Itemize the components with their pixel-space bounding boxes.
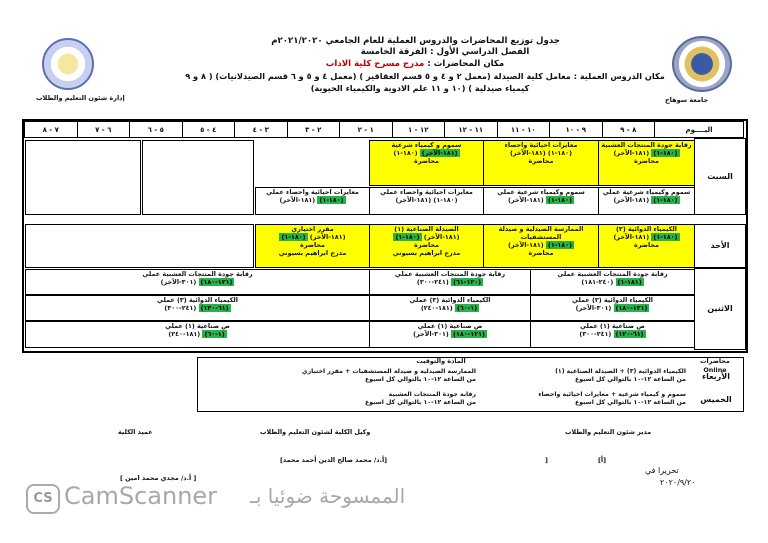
time-slot-header: [24, 121, 744, 138]
camscanner-brand: CamScanner: [64, 482, 218, 510]
date-label: تحريرا في: [645, 466, 679, 475]
mon-block-3: رقابة جودة المنتجات العشبية عملي (١٢١-١٨٠) (٣٠١-الآخر): [25, 269, 370, 295]
day-wednesday: الأربعاء: [702, 372, 730, 381]
slot-3: ١٠ - ١١: [497, 122, 550, 138]
sat-lecture-1: رقابة جودة المنتجات العشبية (١٨٠-١) (١٨١-الآخر) محاضرة: [598, 140, 695, 186]
signature-name-2: [أ.د/ محمد صالح الدين أحمد محمد]: [280, 456, 388, 464]
signature-name-1: [أ]: [598, 456, 607, 464]
sun-lecture-2: الممارسة الصيدلية و صيدلة المستشفيات (١٨٠-١) (١٨١-الآخر) محاضرة: [483, 224, 599, 268]
sat-lab-4: معايرات احيائية واحصاء عملي (١٨٠-١) (١٨١-الآخر): [255, 187, 370, 215]
mon-block-7: ص صناعية (١) عملي (٦١-١٢٠) (٢٤١-٣٠٠): [530, 321, 695, 348]
sun-lecture-3: الصيدلة الصناعية (١) (١٨١-الآخر) (١٨٠-١) محاضرة مدرج ابراهيم بسيوني: [369, 224, 484, 268]
online-thu-right: سموم و كيمياء شرعية + معايرات احيائية واحصاء من الساعة ١٢-١٠ بالتوالي كل اسبوع: [538, 391, 686, 406]
camscanner-arabic: الممسوحة ضوئيا بـ: [250, 484, 406, 508]
slot-2: ٩ - ١٠: [550, 122, 603, 138]
faculty-logo: [42, 38, 94, 90]
day-monday: الاثنين: [694, 268, 746, 350]
left-caption: إدارة شئون التعليم والطلاب: [36, 94, 125, 102]
header-line-1: جدول توزيع المحاضرات والدروس العملية للعام الجامعي ٢٠٢١/٢٠٢٠م: [271, 36, 560, 46]
sun-lecture-4: مقرر اختياري (١٨١-الآخر) (١٨٠-١) محاضرة مدرج ابراهيم بسيوني: [255, 224, 370, 268]
empty-block-1: [25, 140, 141, 215]
sat-lab-1: سموم وكيمياء شرعية عملي (١٨٠-١) (١٨١-الآخر): [598, 187, 695, 215]
empty-block-2: [142, 140, 254, 215]
camscanner-logo: CS: [26, 484, 60, 514]
mon-block-4: الكيمياء الدوائية (٣) عملي (١٢١-١٨٠) (٣٠١-الآخر): [530, 295, 695, 321]
mon-block-2: رقابة جودة المنتجات العشبية عملي (١٢٠-٦١) (٢٤١-٣٠٠): [369, 269, 531, 295]
online-wed-right: الكيمياء الدوائية (٣) + الصيدلة الصناعية (١) من الساعة ١٢-١٠ بالتوالي كل اسبوع: [555, 368, 686, 383]
mon-block-6: الكيمياء الدوائية (٣) عملي (٦١-١٢٠) (٢٤١-٣٠٠): [25, 295, 370, 321]
empty-block-3: [25, 224, 254, 268]
slot-6: ١ - ٢: [340, 122, 393, 138]
header-line-4: مكان الدروس العملية : معامل كلية الصيدلة (معمل ٢ و ٤ و ٥ قسم العقاقير ) (معمل ٤ و ٥ و ٦ قسم الصيدلانيات) ( ٨ و ٩: [185, 71, 665, 81]
sat-lecture-3: سموم و كيمياء شرعية (١٨١-الآخر) (١٨٠-١) محاضرة: [369, 140, 484, 186]
signature-name-3: [ أ.د/ مجدي محمد امين ]: [120, 474, 197, 482]
lecture-venue-label: مكان المحاضرات :: [427, 59, 505, 69]
mon-block-1: رقابة جودة المنتجات العشبية عملي (١٨١-١) (٢٤٠-١٨١): [530, 269, 695, 295]
online-thu-left: رقابة جودة المنتجات العشبية من الساعة ١٢-١٠ بالتوالي كل اسبوع: [365, 391, 476, 406]
header-line-2: الفصل الدراسي الأول : الفرقة الخامسة: [360, 47, 530, 57]
slot-11: ٦ - ٧: [77, 122, 130, 138]
sun-venue: مدرج ابراهيم بسيوني: [278, 249, 347, 257]
sun-lecture-1: الكيمياء الدوائية (٣) (١٨٠-١) (١٨١-الآخر) محاضرة: [598, 224, 695, 268]
day-thursday: الخميس: [700, 395, 732, 404]
mon-block-5: الكيمياء الدوائية (٣) عملي (١-٦٠) (١٨١-٢٤٠): [369, 295, 531, 321]
signature-bracket: [: [545, 456, 548, 464]
online-header-right: المادة والتوقيت: [416, 357, 466, 365]
right-caption: جامعة سوهاج: [665, 96, 709, 104]
signature-title-1: مدير شئون التعليم والطلاب: [565, 428, 652, 436]
online-wed-left: الممارسة الصيدلية و صيدلة المستشفيات + مقرر اختياري من الساعة ١٢-١٠ بالتوالي كل اسبوع: [301, 368, 476, 383]
slot-10: ٥ - ٦: [130, 122, 183, 138]
header-line-3: [270, 59, 560, 69]
date-value: ٢٠٢٠/٩/٢٠: [660, 478, 696, 487]
day-saturday: السبت: [694, 138, 746, 215]
lecture-venue: مدرج مسرح كلية الاداب: [325, 59, 425, 69]
mon-block-9: ص صناعية (١) عملي (١-٦٠) (١٨١-٢٤٠): [25, 321, 370, 348]
header-line-5: كيمياء صيدلية ) (١٠ و ١١ علم الادوية والكيمياء الحيوية): [310, 83, 530, 93]
sat-lecture-2: معايرات احيائية واحصاء (١٨٠-١) (١٨١-الآخر) محاضرة: [483, 140, 599, 186]
sat-lab-2: سموم وكيمياء شرعية عملي (١٨٠-١) (١٨١-الآخر): [483, 187, 599, 215]
slot-5: ١٢ - ١: [392, 122, 445, 138]
mon-block-8: ص صناعية (١) عملي (١٢١-١٨٠) (٣٠١-الآخر): [369, 321, 531, 348]
slot-1: ٨ - ٩: [602, 122, 655, 138]
university-logo: [672, 36, 732, 92]
day-corner-label: اليــــوم: [655, 122, 744, 138]
online-header-left: محاضرات Online: [700, 357, 730, 374]
slot-7: ٢ - ٣: [287, 122, 340, 138]
signature-title-3: عميد الكلية: [118, 428, 153, 436]
signature-title-2: وكيل الكلية لشئون التعليم والطلاب: [260, 428, 371, 436]
slot-9: ٤ - ٥: [182, 122, 235, 138]
sat-lab-3: معايرات احيائية واحصاء عملي (١٨٠-١) (١٨١-الآخر): [369, 187, 484, 215]
slot-8: ٣ - ٤: [235, 122, 288, 138]
slot-12: ٧ - ٨: [25, 122, 78, 138]
day-sunday: الأحد: [694, 224, 746, 268]
slot-4: ١١ - ١٢: [445, 122, 498, 138]
